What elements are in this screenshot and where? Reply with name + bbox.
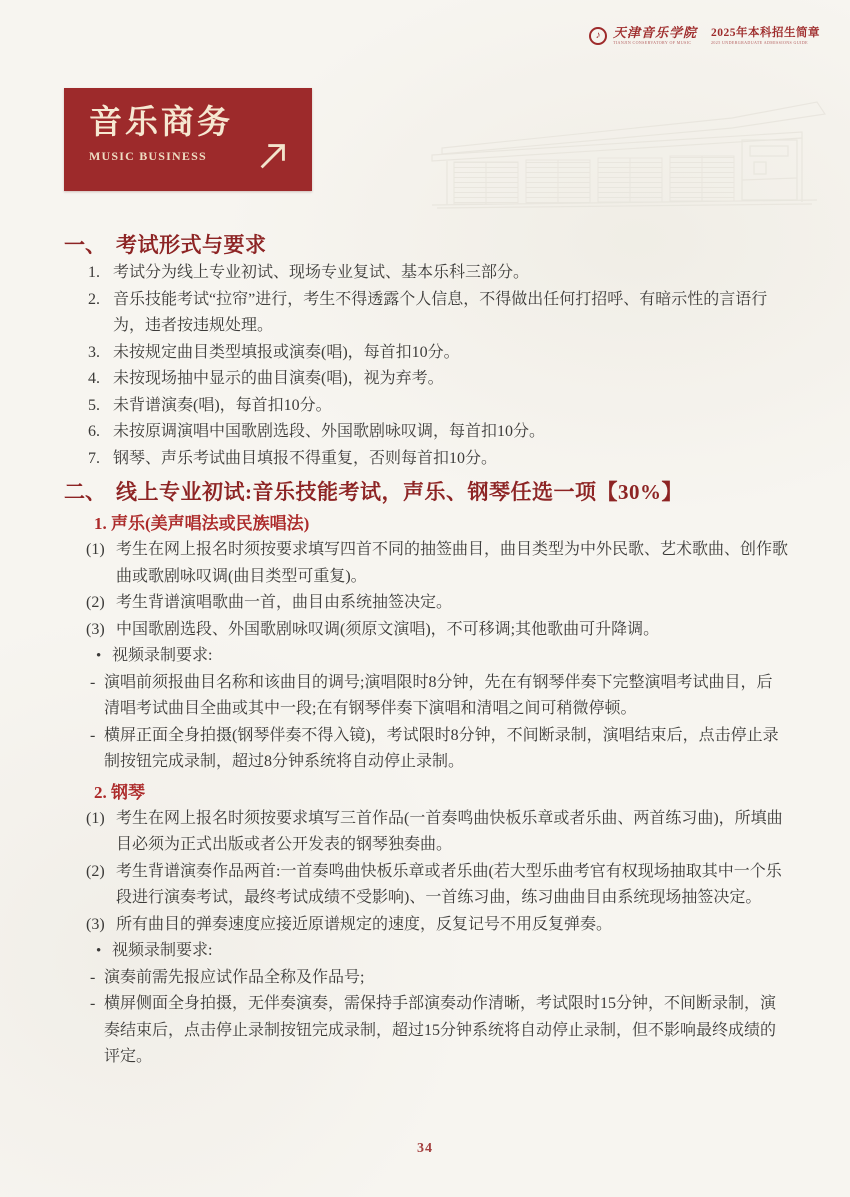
major-title-en: MUSIC BUSINESS [89, 149, 207, 163]
video-requirements-label [96, 938, 788, 965]
music-note-icon: ♪ [595, 30, 601, 41]
section-index: 二、 [64, 480, 106, 504]
dash-icon: - [90, 995, 96, 1012]
bullet-icon: • [96, 943, 102, 959]
item-text: 演唱前须报曲目名称和该曲目的调号;演唱限时8分钟，先在有钢琴伴奏下完整演唱考试曲目，后清唱考试曲目全曲或其中一段;在有钢琴伴奏下演唱和清唱之间可稍微停顿。 [104, 673, 773, 717]
item-number: (2) [86, 862, 105, 880]
dash-icon: - [90, 968, 96, 986]
item-text: 考生在网上报名时须按要求填写四首不同的抽签曲目，曲目类型为中外民歌、艺术歌曲、创作歌曲或歌剧咏叹调(曲目类型可重复)。 [116, 541, 789, 585]
institute-logo [589, 26, 697, 46]
list-item [64, 446, 788, 473]
list-item [64, 723, 788, 776]
list-item [64, 393, 788, 420]
dash-icon: - [90, 726, 96, 744]
item-number: 5. [88, 396, 100, 414]
section-title: 考试形式与要求 [116, 233, 267, 257]
guide-title-block [711, 26, 820, 46]
section-heading-exam [64, 230, 788, 260]
item-number: (1) [86, 809, 105, 827]
item-text: 未按现场抽中显示的曲目演奏(唱)，视为弃考。 [113, 370, 444, 387]
item-number: 3. [88, 343, 100, 361]
item-number: 6. [88, 423, 100, 440]
institute-name: 天津音乐学院 [612, 25, 697, 40]
list-item [64, 366, 788, 393]
institute-name-block [613, 26, 697, 46]
page-number: 34 [417, 1141, 433, 1156]
list-item [64, 991, 788, 1071]
label-text: 视频录制要求: [112, 647, 213, 664]
list-item [64, 340, 788, 367]
building-line-art [402, 80, 838, 214]
list-item [64, 912, 788, 939]
institute-name-en: TIANJIN CONSERVATORY OF MUSIC [612, 40, 692, 45]
item-number: 2. [88, 290, 100, 308]
document-body [64, 230, 788, 1071]
list-item [64, 419, 788, 446]
item-text: 考生背谱演唱歌曲一首，曲目由系统抽签决定。 [116, 594, 453, 611]
item-text: 未背谱演奏(唱)，每首扣10分。 [113, 396, 332, 414]
list-item [64, 859, 788, 912]
guide-title-en: 2025 UNDERGRADUATE ADMISSIONS GUIDE [711, 40, 809, 45]
header-brand [589, 26, 820, 46]
list-item [64, 965, 788, 992]
guide-title: 2025年本科招生简章 [711, 27, 820, 39]
video-requirements-label [96, 643, 788, 670]
item-number: 4. [88, 370, 100, 387]
item-text: 未按原调演唱中国歌剧选段、外国歌剧咏叹调，每首扣10分。 [113, 423, 546, 440]
item-text: 演奏前需先报应试作品全称及作品号; [104, 968, 365, 986]
bullet-icon: • [96, 648, 102, 664]
section-title: 线上专业初试:音乐技能考试，声乐、钢琴任选一项【30%】 [116, 480, 683, 504]
list-item [64, 537, 788, 590]
item-number: 7. [88, 449, 100, 467]
list-item [64, 287, 788, 340]
item-text: 音乐技能考试“拉帘”进行，考生不得透露个人信息，不得做出任何打招呼、有暗示性的言语行为，违者按违规处理。 [113, 290, 768, 334]
item-text: 横屏侧面全身拍摄，无伴奏演奏，需保持手部演奏动作清晰，考试限时15分钟，不间断录制，演奏结束后，点击停止录制按钮完成录制，超过15分钟系统将自动停止录制，但不影响最终成绩的评定。 [104, 995, 777, 1065]
item-text: 考生背谱演奏作品两首:一首奏鸣曲快板乐章或者乐曲(若大型乐曲考官有权现场抽取其中一个乐段进行演奏考试，最终考试成绩不受影响)、一首练习曲，练习曲曲目由系统现场抽签决定。 [116, 862, 782, 906]
item-text: 钢琴、声乐考试曲目填报不得重复，否则每首扣10分。 [113, 449, 498, 467]
institute-seal-icon [589, 27, 607, 45]
arrow-up-right-icon [254, 137, 292, 175]
label-text: 视频录制要求: [112, 942, 213, 959]
section-index: 一、 [64, 233, 106, 257]
item-text: 考生在网上报名时须按要求填写三首作品(一首奏鸣曲快板乐章或者乐曲、两首练习曲)，所填曲目必须为正式出版或者公开发表的钢琴独奏曲。 [116, 809, 783, 853]
item-text: 未按规定曲目类型填报或演奏(唱)，每首扣10分。 [113, 343, 460, 361]
list-item [64, 617, 788, 644]
major-title: 音乐商务 [89, 105, 233, 141]
major-banner [64, 88, 312, 191]
list-item [64, 806, 788, 859]
item-text: 横屏正面全身拍摄(钢琴伴奏不得入镜)，考试限时8分钟，不间断录制，演唱结束后，点击停止录制按钮完成录制，超过8分钟系统将自动停止录制。 [104, 726, 779, 770]
list-item [64, 670, 788, 723]
dash-icon: - [90, 673, 96, 691]
item-text: 中国歌剧选段、外国歌剧咏叹调(须原文演唱)，不可移调;其他歌曲可升降调。 [116, 620, 660, 638]
item-text: 所有曲目的弹奏速度应接近原谱规定的速度，反复记号不用反复弹奏。 [116, 915, 613, 933]
item-number: (2) [86, 594, 105, 611]
item-text: 考试分为线上专业初试、现场专业复试、基本乐科三部分。 [113, 264, 530, 281]
item-number: (3) [86, 915, 105, 933]
item-number: (1) [86, 541, 105, 558]
subsection-heading-piano: 2. 钢琴 [94, 782, 145, 802]
list-item [64, 590, 788, 617]
subsection-heading-vocal: 1. 声乐(美声唱法或民族唱法) [94, 514, 310, 533]
section-heading-online [64, 477, 788, 507]
item-number: (3) [86, 620, 105, 638]
list-item [64, 260, 788, 287]
item-number: 1. [88, 264, 100, 281]
